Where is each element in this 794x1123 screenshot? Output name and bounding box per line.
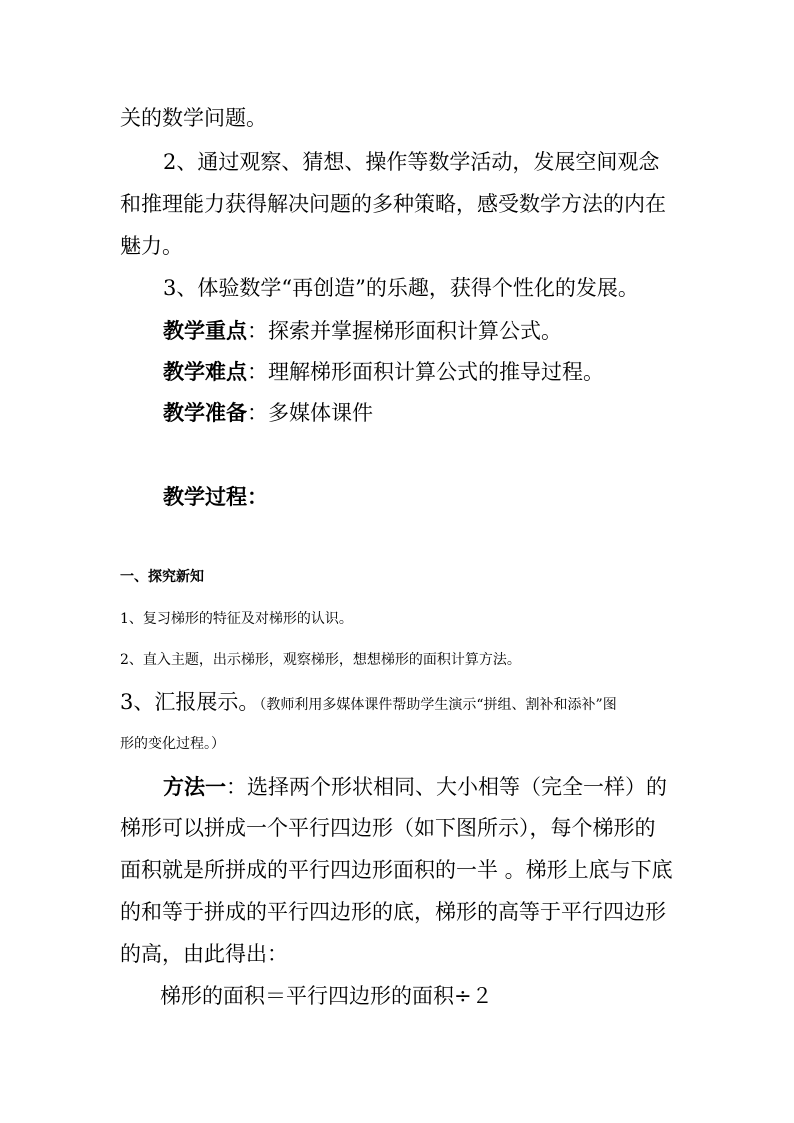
key-point-text: ：探索并掌握梯形面积计算公式。 xyxy=(247,319,562,343)
goal-2-line-1: 2、通过观察、猜想、操作等数学活动，发展空间观念 xyxy=(163,150,660,174)
goal-2-line-3: 魅力。 xyxy=(120,234,183,258)
process-heading: 教学过程： xyxy=(163,484,268,509)
method-1-line-5: 的高，由此得出： xyxy=(120,942,288,966)
intro-tail: 关的数学问题。 xyxy=(120,106,267,130)
key-point-label: 教学重点 xyxy=(163,318,247,343)
method-1-line-4: 的和等于拼成的平行四边形的底，梯形的高等于平行四边形 xyxy=(120,900,666,924)
difficulty-text: ：理解梯形面积计算公式的推导过程。 xyxy=(247,360,604,384)
preparation xyxy=(163,402,373,424)
difficulty-point xyxy=(163,361,604,383)
section-1-item-3 xyxy=(120,692,617,713)
difficulty-label: 教学难点 xyxy=(163,359,247,384)
method-1-line-3: 面积就是所拼成的平行四边形面积的一半 。梯形上底与下底 xyxy=(120,858,673,882)
method-1-line-1 xyxy=(163,776,667,798)
section-1-heading: 一、探究新知 xyxy=(120,569,204,585)
key-point xyxy=(163,320,562,342)
method-1-label: 方法一 xyxy=(163,774,226,799)
method-1-formula: 梯形的面积＝平行四边形的面积÷２ xyxy=(160,984,493,1008)
item-3-note-line-2: 形的变化过程。） xyxy=(120,736,225,752)
section-1-item-1: 1、复习梯形的特征及对梯形的认识。 xyxy=(120,611,353,627)
method-1-line-2: 梯形可以拼成一个平行四边形（如下图所示），每个梯形的 xyxy=(120,816,656,840)
preparation-text: ：多媒体课件 xyxy=(247,401,373,425)
goal-3: 3、体验数学“再创造”的乐趣，获得个性化的发展。 xyxy=(163,276,639,300)
goal-2-line-2: 和推理能力获得解决问题的多种策略，感受数学方法的内在 xyxy=(120,192,666,216)
item-3-label: 3、汇报展示。 xyxy=(120,690,260,714)
method-1-text: ：选择两个形状相同、大小相等（完全一样）的 xyxy=(226,775,667,799)
preparation-label: 教学准备 xyxy=(163,400,247,425)
item-3-note-line-1: （教师利用多媒体课件帮助学生演示“拼组、割补和添补”图 xyxy=(259,697,617,713)
section-1-item-2: 2、直入主题，出示梯形，观察梯形，想想梯形的面积计算方法。 xyxy=(120,652,521,668)
